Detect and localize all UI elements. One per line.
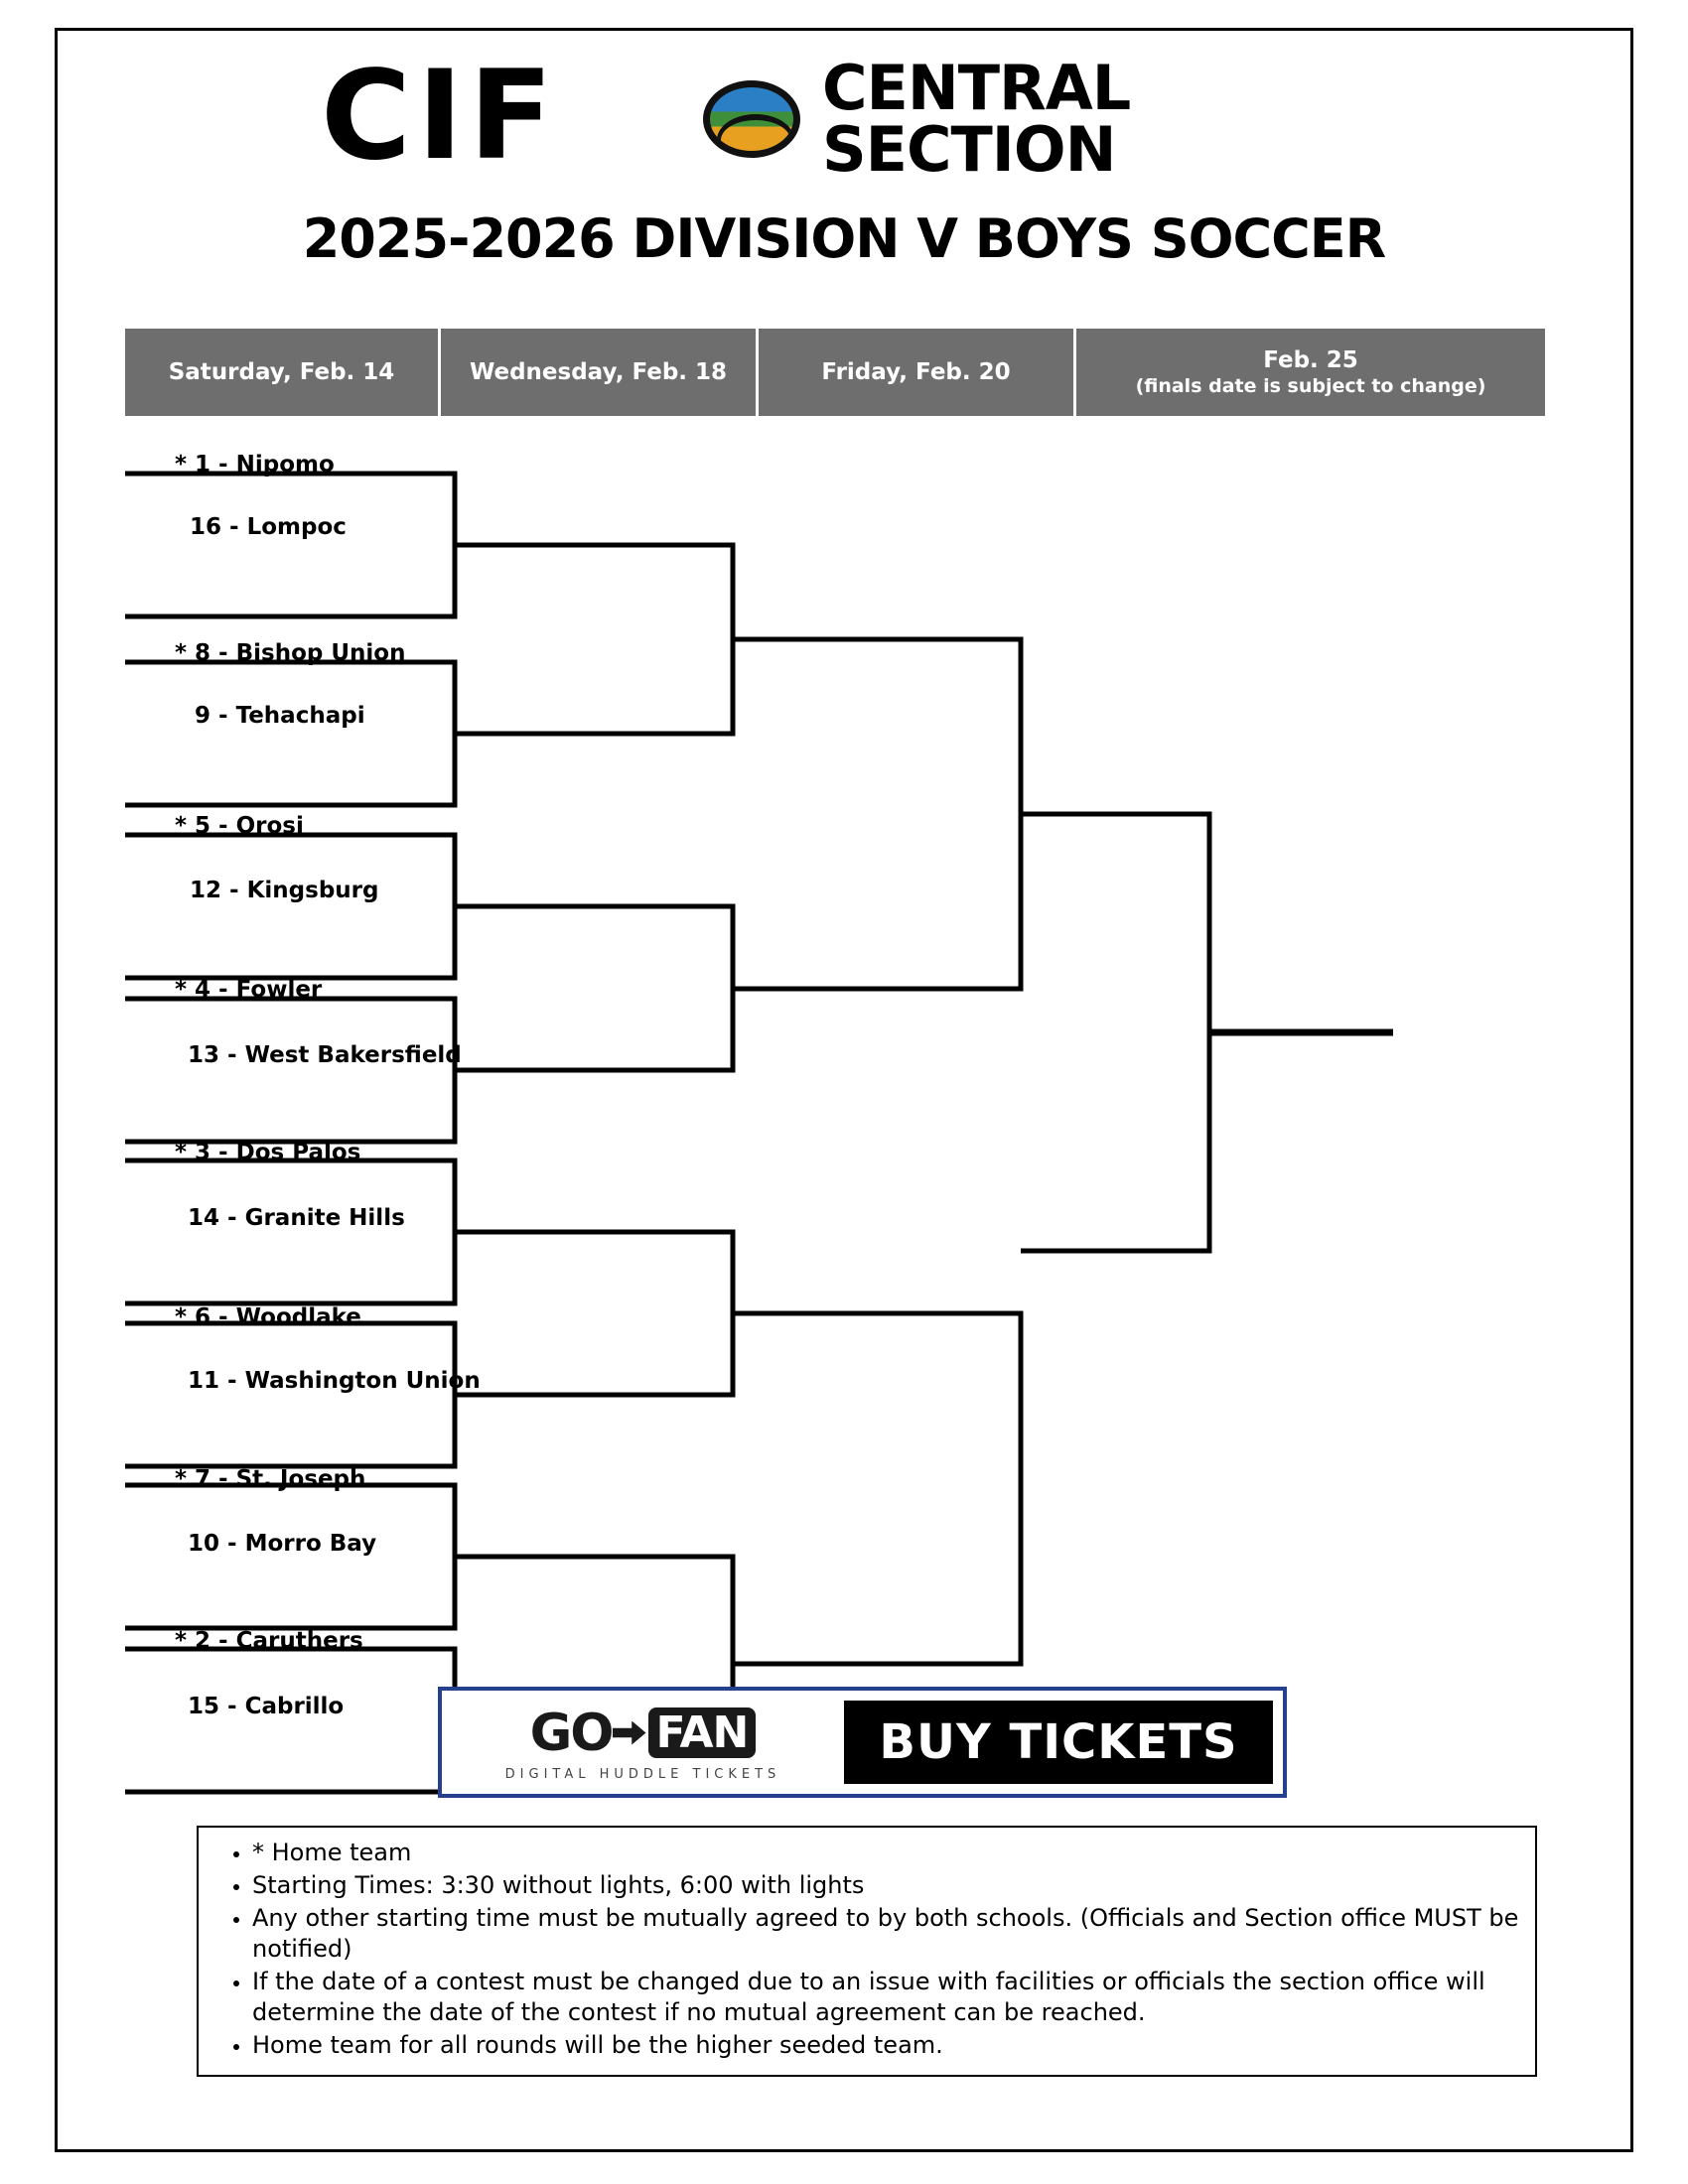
team-name: Tehachapi xyxy=(235,703,365,729)
team-seed: 11 - xyxy=(188,1368,237,1394)
team-name: Nipomo xyxy=(235,452,335,478)
cif-logo-text: CIF xyxy=(321,45,559,188)
bracket-team-6 xyxy=(190,878,378,903)
round-header-2-label: Wednesday, Feb. 18 xyxy=(469,359,728,385)
list-item: • * Home team xyxy=(252,1838,1529,1868)
round-header-4-sublabel: (finals date is subject to change) xyxy=(1135,375,1486,397)
team-name: Caruthers xyxy=(235,1628,363,1654)
list-item: • If the date of a contest must be changed due to an issue with facilities or officials the section office will determine the date of the contest if no mutual agreement can be reached. xyxy=(252,1967,1529,2028)
team-seed: * 1 - xyxy=(175,452,228,478)
team-seed: * 8 - xyxy=(175,640,228,666)
list-item: • Home team for all rounds will be the higher seeded team. xyxy=(252,2030,1529,2061)
team-seed: 9 - xyxy=(195,703,228,729)
round-header-4-label: Feb. 25 xyxy=(1263,347,1358,373)
round-header-1-label: Saturday, Feb. 14 xyxy=(168,359,395,385)
round-header-3-label: Friday, Feb. 20 xyxy=(821,359,1011,385)
bracket-team-15 xyxy=(175,1628,363,1654)
bracket-team-12 xyxy=(188,1368,481,1394)
team-name: Morro Bay xyxy=(244,1531,377,1557)
cif-logo xyxy=(311,45,1388,188)
cif-logo-wordmark xyxy=(822,52,1338,186)
team-name: Fowler xyxy=(235,977,323,1003)
round-header-bar xyxy=(125,329,1545,416)
buy-tickets-button[interactable]: BUY TICKETS xyxy=(844,1701,1273,1784)
bracket-team-16 xyxy=(188,1694,344,1719)
team-seed: * 3 - xyxy=(175,1140,228,1165)
team-name: Lompoc xyxy=(246,514,347,540)
team-seed: * 4 - xyxy=(175,977,228,1003)
bracket-team-8 xyxy=(188,1042,462,1068)
round-header-4 xyxy=(1076,329,1545,416)
team-name: Orosi xyxy=(235,813,304,839)
team-name: Granite Hills xyxy=(244,1205,405,1231)
page-title: 2025-2026 DIVISION V BOYS SOCCER xyxy=(302,207,1386,270)
team-name: Washington Union xyxy=(244,1368,481,1394)
bracket-team-14 xyxy=(188,1531,376,1557)
notes-box xyxy=(197,1826,1537,2077)
team-seed: 14 - xyxy=(188,1205,237,1231)
team-name: Cabrillo xyxy=(244,1694,345,1719)
bracket-team-10 xyxy=(188,1205,405,1231)
gofan-fan-text: FAN xyxy=(648,1707,757,1758)
team-seed: 13 - xyxy=(188,1042,237,1068)
team-seed: 16 - xyxy=(190,514,239,540)
bracket-team-11 xyxy=(175,1304,361,1330)
gofan-tagline: DIGITAL HUDDLE TICKETS xyxy=(504,1766,781,1782)
team-seed: 10 - xyxy=(188,1531,237,1557)
bracket-document xyxy=(55,28,1633,2152)
bracket-team-7 xyxy=(175,977,322,1003)
cif-logo-line1: CENTRAL xyxy=(822,52,1131,124)
bracket-team-5 xyxy=(175,813,304,839)
round-header-3 xyxy=(759,329,1076,416)
arrow-right-icon xyxy=(613,1721,646,1745)
bracket-team-9 xyxy=(175,1140,360,1165)
bracket-team-2 xyxy=(190,514,347,540)
team-seed: 12 - xyxy=(190,878,239,903)
gofan-logo xyxy=(442,1691,844,1794)
team-seed: * 6 - xyxy=(175,1304,228,1330)
team-seed: * 7 - xyxy=(175,1466,228,1492)
team-name: Kingsburg xyxy=(246,878,379,903)
list-item: • Any other starting time must be mutually agreed to by both schools. (Officials and Section office MUST be notified) xyxy=(252,1903,1529,1965)
bracket-team-3 xyxy=(175,640,405,666)
bracket-team-13 xyxy=(175,1466,365,1492)
team-seed: * 2 - xyxy=(175,1628,228,1654)
bracket-team-1 xyxy=(175,452,335,478)
bracket-team-4 xyxy=(195,703,365,729)
team-name: West Bakersfield xyxy=(244,1042,462,1068)
list-item: • Starting Times: 3:30 without lights, 6:00 with lights xyxy=(252,1870,1529,1901)
gofan-ticket-banner[interactable] xyxy=(438,1687,1287,1798)
round-header-1 xyxy=(125,329,441,416)
team-seed: 15 - xyxy=(188,1694,237,1719)
team-seed: * 5 - xyxy=(175,813,228,839)
round-header-2 xyxy=(441,329,759,416)
cif-logo-line2: SECTION xyxy=(822,113,1116,186)
team-name: Woodlake xyxy=(235,1304,361,1330)
gofan-go-text: GO xyxy=(529,1703,613,1763)
gofan-wordmark xyxy=(530,1704,757,1763)
team-name: St. Joseph xyxy=(235,1466,366,1492)
team-name: Dos Palos xyxy=(235,1140,361,1165)
team-name: Bishop Union xyxy=(235,640,406,666)
cif-sunset-badge-icon xyxy=(703,80,800,158)
